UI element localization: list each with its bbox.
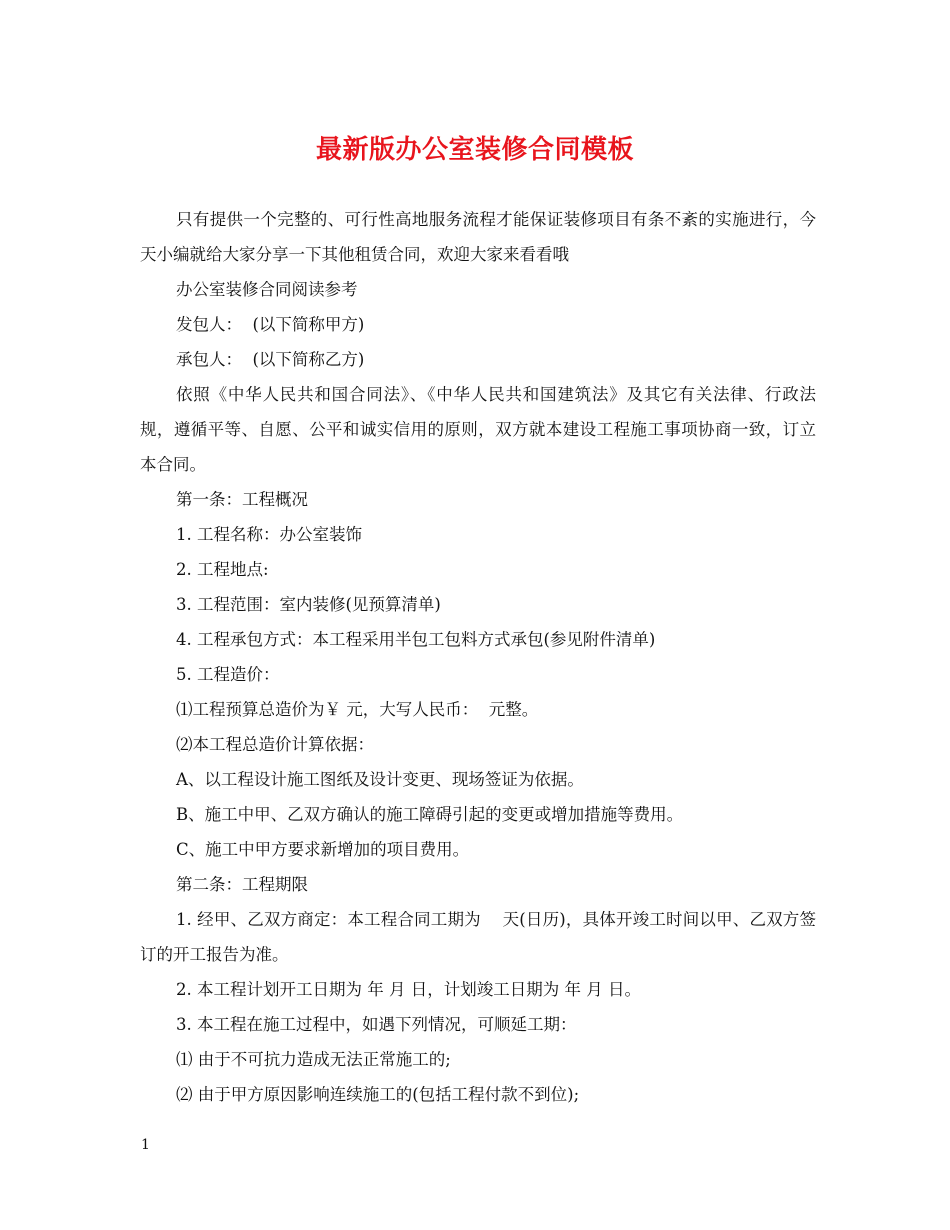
paragraph-basis-b: B、施工中甲、乙双方确认的施工障碍引起的变更或增加措施等费用。 xyxy=(176,805,684,824)
paragraph-intro: 只有提供一个完整的、可行性高地服务流程才能保证装修项目有条不紊的实施进行，今天小编就给大家分享一下其他租赁合同，欢迎大家来看看哦 xyxy=(140,210,816,264)
paragraph-article-1-heading: 第一条：工程概况 xyxy=(176,490,308,509)
paragraph-project-location: 2. 工程地点: xyxy=(176,560,269,579)
paragraph-legal-basis: 依照《中华人民共和国合同法》、《中华人民共和国建筑法》及其它有关法律、行政法规，遵循平等、自愿、公平和诚实信用的原则，双方就本建设工程施工事项协商一致，订立本合同。 xyxy=(140,385,816,474)
paragraph-article-2-heading: 第二条：工程期限 xyxy=(176,875,308,894)
paragraph-planned-dates: 2. 本工程计划开工日期为 年 月 日，计划竣工日期为 年 月 日。 xyxy=(176,980,641,999)
paragraph-basis-a: A、以工程设计施工图纸及设计变更、现场签证为依据。 xyxy=(176,770,584,789)
paragraph-condition-2: ⑵ 由于甲方原因影响连续施工的(包括工程付款不到位); xyxy=(176,1085,580,1104)
paragraph-project-name: 1. 工程名称：办公室装饰 xyxy=(176,525,362,544)
paragraph-contract-method: 4. 工程承包方式：本工程采用半包工包料方式承包(参见附件清单) xyxy=(176,630,656,649)
paragraph-contractor: 承包人： (以下简称乙方) xyxy=(176,350,365,369)
paragraph-reading-reference: 办公室装修合同阅读参考 xyxy=(176,280,358,299)
paragraph-basis-c: C、施工中甲方要求新增加的项目费用。 xyxy=(176,840,470,859)
paragraph-employer: 发包人： (以下简称甲方) xyxy=(176,315,365,334)
paragraph-project-scope: 3. 工程范围：室内装修(见预算清单) xyxy=(176,595,441,614)
paragraph-budget-total: ⑴工程预算总造价为￥ 元，大写人民币： 元整。 xyxy=(176,700,539,719)
paragraph-cost-basis: ⑵本工程总造价计算依据： xyxy=(176,735,374,754)
paragraph-extension-conditions: 3. 本工程在施工过程中，如遇下列情况，可顺延工期： xyxy=(176,1015,577,1034)
document-body xyxy=(140,202,816,1112)
document-title: 最新版办公室装修合同模板 xyxy=(315,135,634,165)
paragraph-project-cost: 5. 工程造价： xyxy=(176,665,280,684)
page-number: 1 xyxy=(141,1137,150,1153)
paragraph-contract-period: 1. 经甲、乙双方商定：本工程合同工期为 天(日历)，具体开竣工时间以甲、乙双方签订的开工报告为准。 xyxy=(140,910,816,964)
paragraph-condition-1: ⑴ 由于不可抗力造成无法正常施工的; xyxy=(176,1050,451,1069)
